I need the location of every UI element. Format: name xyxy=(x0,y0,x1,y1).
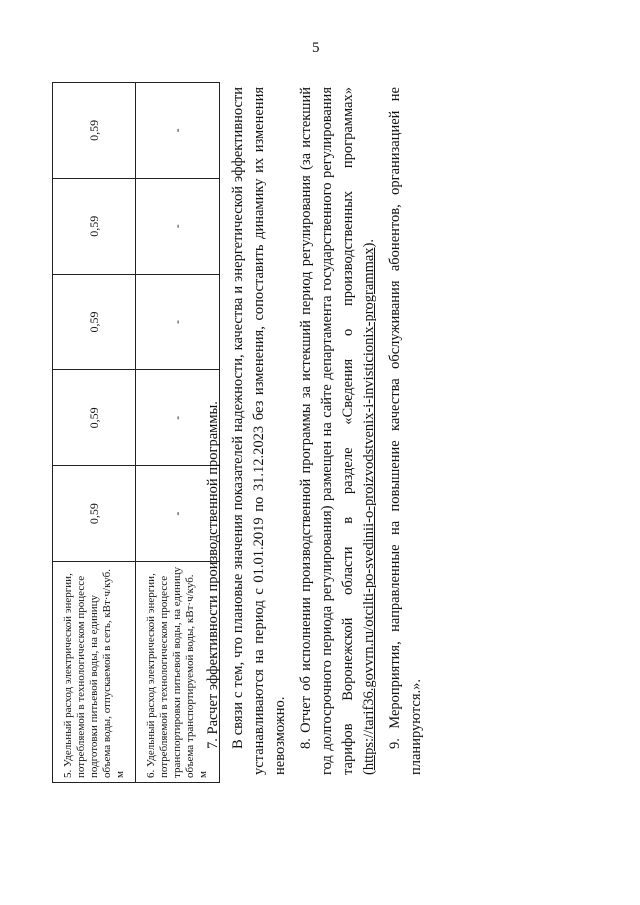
table-cell: - xyxy=(136,83,220,179)
table-cell: - xyxy=(136,466,220,562)
table-cell: 0,59 xyxy=(53,466,136,562)
section-7-heading: 7. Расчет эффективности производственной программы. xyxy=(205,401,221,749)
table-cell: 0,59 xyxy=(53,178,136,274)
table-cell: 0,59 xyxy=(53,274,136,370)
table-cell: - xyxy=(136,274,220,370)
section-9-paragraph: 9. Мероприятия, направленные на повышение качества обслуживания абонентов, организацией не планируются.». xyxy=(387,87,424,775)
row-label: 6. Удельный расход электрической энергии, потребляемой в технологическом процессе транспортировки питьевой воды, на единицу объема транспортируемой воды, кВт·ч/куб. м xyxy=(136,562,220,783)
row-label: 5. Удельный расход электрической энергии, потребляемой в технологическом процессе подготовки питьевой воды, на единицу объема воды, отпускаемой в сеть, кВт·ч/куб. м xyxy=(53,562,136,783)
table-cell: 0,59 xyxy=(53,83,136,179)
table-cell: - xyxy=(136,370,220,466)
section-7-paragraph: В связи с тем, что плановые значения показателей надежности, качества и энергетической эффективности устанавливаются на период с 01.01.2019 по 31.12.2023 без изменения, сопоставить динамику их изменения невозможно. xyxy=(230,87,288,775)
programs-link[interactable]: https://tarif36.govvrn.ru/otcilti-po-svedinii-o-proizvodstvenix-i-invisticionix-programmax xyxy=(361,247,377,771)
section-8-text-end: ). xyxy=(361,238,377,248)
indicators-table xyxy=(52,82,220,783)
table-cell: - xyxy=(136,178,220,274)
body-text xyxy=(203,87,432,775)
page-number: 5 xyxy=(312,40,320,56)
table-row xyxy=(53,83,136,783)
table-cell: 0,59 xyxy=(53,370,136,466)
section-8-paragraph xyxy=(296,87,380,775)
section-8-text: 8. Отчет об исполнении производственной программы за истекший период регулирования (за истекший год долгосрочного периода регулирования) размещен на сайте департамента государственного регулирования тарифов Воронежской области в разделе «Сведения о производственных программах» ( xyxy=(298,87,377,775)
